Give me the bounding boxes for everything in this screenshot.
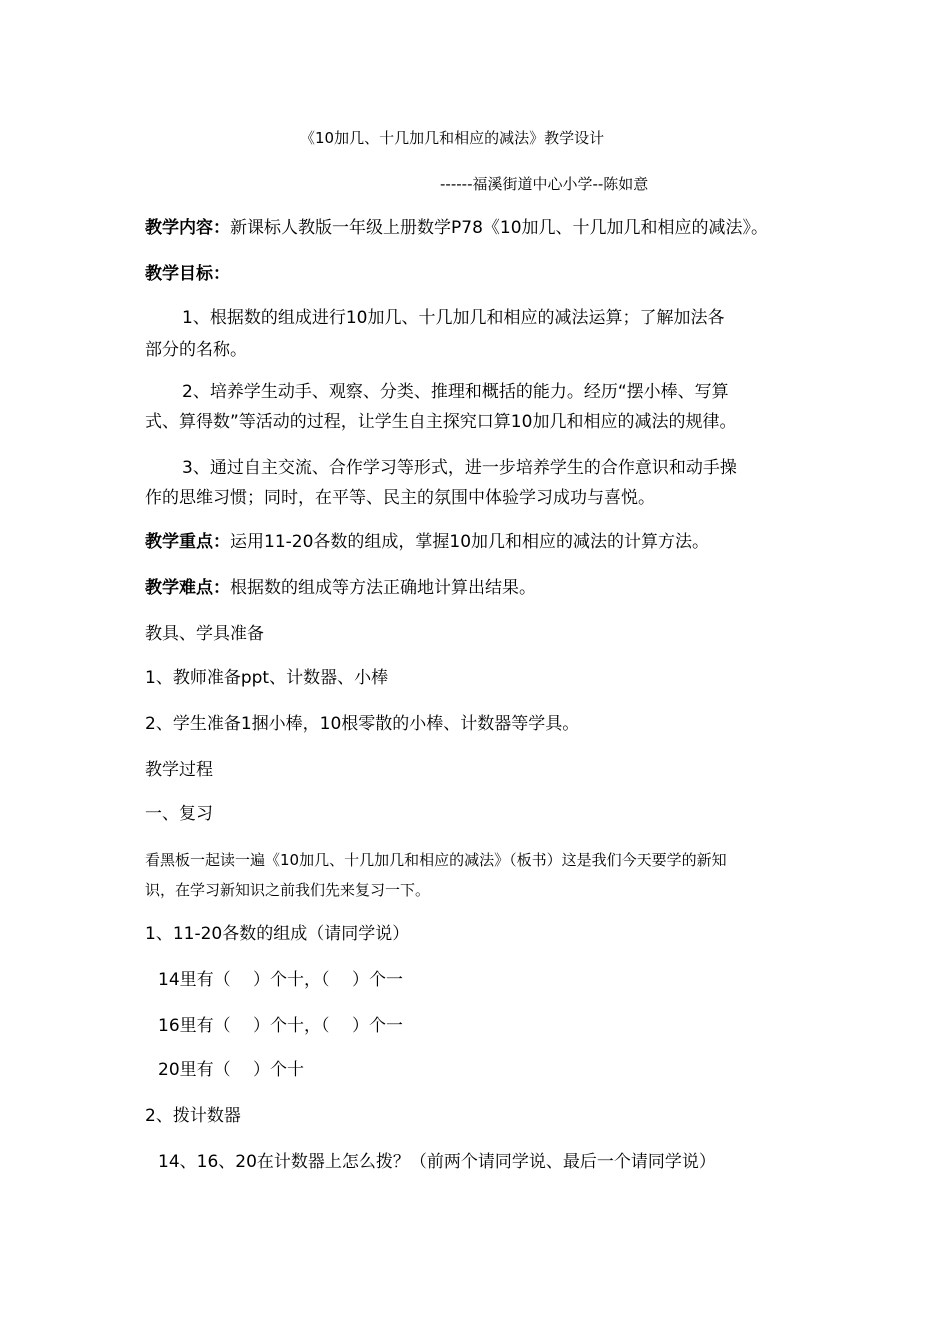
goal-1-line-1: 1、根据数的组成进行10加几、十几加几和相应的减法运算；了解加法各 [182,308,725,328]
goal-2-line-1: 2、培养学生动手、观察、分类、推理和概括的能力。经历“摆小棒、写算 [182,382,729,402]
question-1-item-b: 16里有（ ）个十，（ ）个一 [158,1016,403,1036]
question-1: 1、11-20各数的组成（请同学说） [145,924,410,944]
question-1-item-a: 14里有（ ）个十，（ ）个一 [158,970,403,990]
key-point [145,530,709,554]
prep-item-2: 2、学生准备1捆小棒，10根零散的小棒、计数器等学具。 [145,714,580,734]
teaching-content [145,216,768,240]
author-byline: ------福溪街道中心小学--陈如意 [440,175,649,193]
difficulty-label: 教学难点： [145,578,230,598]
process-heading: 教学过程 [145,760,213,780]
key-point-label: 教学重点： [145,532,230,552]
section-review-heading: 一、复习 [145,804,213,824]
goal-3-line-1: 3、通过自主交流、合作学习等形式，进一步培养学生的合作意识和动手操 [182,458,737,478]
teaching-content-label: 教学内容： [145,218,230,238]
question-2-item-a: 14、16、20在计数器上怎么拨？（前两个请同学说、最后一个请同学说） [158,1152,716,1172]
prep-item-1: 1、教师准备ppt、计数器、小棒 [145,668,389,688]
teaching-content-text: 新课标人教版一年级上册数学P78《10加几、十几加几和相应的减法》。 [230,218,769,238]
document-title: 《10加几、十几加几和相应的减法》教学设计 [300,129,605,147]
review-intro-line-1: 看黑板一起读一遍《10加几、十几加几和相应的减法》（板书）这是我们今天要学的新知 [145,851,727,869]
goal-2-line-2: 式、算得数”等活动的过程，让学生自主探究口算10加几和相应的减法的规律。 [145,412,737,432]
teaching-goals-heading: 教学目标： [145,264,230,284]
question-1-item-c: 20里有（ ）个十 [158,1060,305,1080]
difficulty-text: 根据数的组成等方法正确地计算出结果。 [230,578,536,598]
goal-3-line-2: 作的思维习惯；同时，在平等、民主的氛围中体验学习成功与喜悦。 [145,488,655,508]
prep-heading: 教具、学具准备 [145,624,264,644]
question-2: 2、拨计数器 [145,1106,241,1126]
key-point-text: 运用11-20各数的组成，掌握10加几和相应的减法的计算方法。 [230,532,710,552]
goal-1-line-2: 部分的名称。 [145,340,247,360]
review-intro-line-2: 识，在学习新知识之前我们先来复习一下。 [145,881,431,899]
difficulty [145,576,536,600]
